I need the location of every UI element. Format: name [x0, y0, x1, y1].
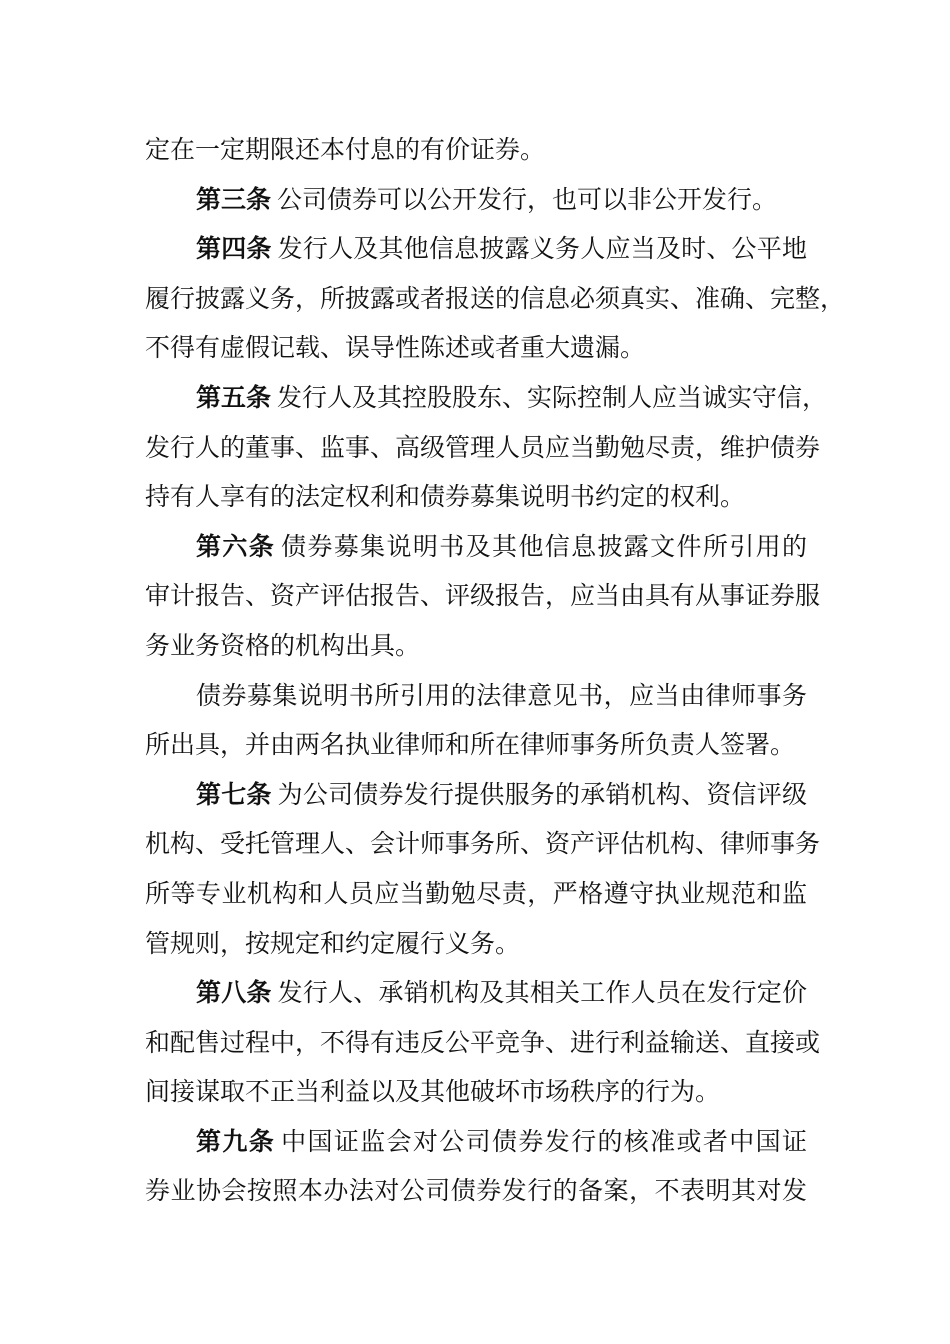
article-6	[145, 522, 807, 572]
text-line	[145, 819, 821, 869]
text-line	[145, 621, 807, 671]
line-text: 务业务资格的机构出具。	[145, 630, 421, 660]
line-text: 持有人享有的法定权利和债券募集说明书约定的权利。	[145, 482, 746, 512]
line-text: 发行人的董事、监事、高级管理人员应当勤勉尽责，维护债券	[145, 432, 821, 462]
line-text: 定在一定期限还本付息的有价证券。	[145, 135, 546, 164]
text-line	[145, 919, 807, 969]
article-heading: 第三条	[196, 184, 272, 214]
line-text: 不得有虚假记载、误导性陈述或者重大遗漏。	[145, 333, 646, 363]
line-text: 间接谋取不正当利益以及其他破坏市场秩序的行为。	[145, 1077, 721, 1107]
line-text: 中国证监会对公司债券发行的核准或者中国证	[281, 1126, 807, 1156]
text-line	[145, 869, 807, 919]
line-text: 所等专业机构和人员应当勤勉尽责，严格遵守执业规范和监	[145, 878, 807, 908]
line-text: 为公司债券发行提供服务的承销机构、资信评级	[277, 779, 807, 809]
article-heading: 第六条	[196, 531, 276, 561]
article-heading: 第八条	[196, 978, 272, 1008]
article-4	[145, 224, 807, 274]
article-7	[145, 770, 807, 820]
text-line	[145, 571, 821, 621]
text-line	[145, 1018, 821, 1068]
line-text: 发行人及其控股股东、实际控制人应当诚实守信，	[277, 382, 828, 412]
line-text: 和配售过程中，不得有违反公平竞争、进行利益输送、直接或	[145, 1027, 821, 1057]
line-text: 债券募集说明书所引用的法律意见书，应当由律师事务	[196, 680, 807, 710]
line-text: 管规则，按规定和约定履行义务。	[145, 928, 521, 958]
line-text: 券业协会按照本办法对公司债券发行的备案，不表明其对发	[145, 1176, 807, 1206]
article-heading: 第四条	[196, 234, 272, 264]
text-line	[145, 1166, 807, 1216]
document-page	[145, 125, 846, 1216]
article-heading: 第七条	[196, 779, 272, 809]
text-line	[145, 423, 821, 473]
line-text: 审计报告、资产评估报告、评级报告，应当由具有从事证券服	[145, 581, 821, 611]
article-8	[145, 968, 807, 1018]
article-9	[145, 1117, 807, 1167]
article-heading: 第五条	[196, 382, 272, 412]
article-5	[145, 373, 828, 423]
line-text: 发行人、承销机构及其相关工作人员在发行定价	[277, 978, 807, 1008]
line-text: 所出具，并由两名执业律师和所在律师事务所负责人签署。	[145, 730, 796, 760]
text-line	[145, 1067, 807, 1117]
text-line	[145, 323, 807, 373]
line-text: 机构、受托管理人、会计师事务所、资产评估机构、律师事务	[145, 829, 821, 859]
text-line	[145, 274, 846, 324]
line-text: 发行人及其他信息披露义务人应当及时、公平地	[277, 234, 807, 264]
line-text: 履行披露义务，所披露或者报送的信息必须真实、准确、完整，	[145, 283, 846, 313]
article-heading: 第九条	[196, 1126, 276, 1156]
line-text: 债券募集说明书及其他信息披露文件所引用的	[281, 531, 807, 561]
text-line	[145, 720, 807, 770]
line-text: 公司债券可以公开发行，也可以非公开发行。	[277, 184, 778, 214]
text-line	[145, 125, 807, 175]
text-line	[145, 472, 807, 522]
text-line	[145, 671, 807, 721]
article-3	[145, 175, 807, 225]
